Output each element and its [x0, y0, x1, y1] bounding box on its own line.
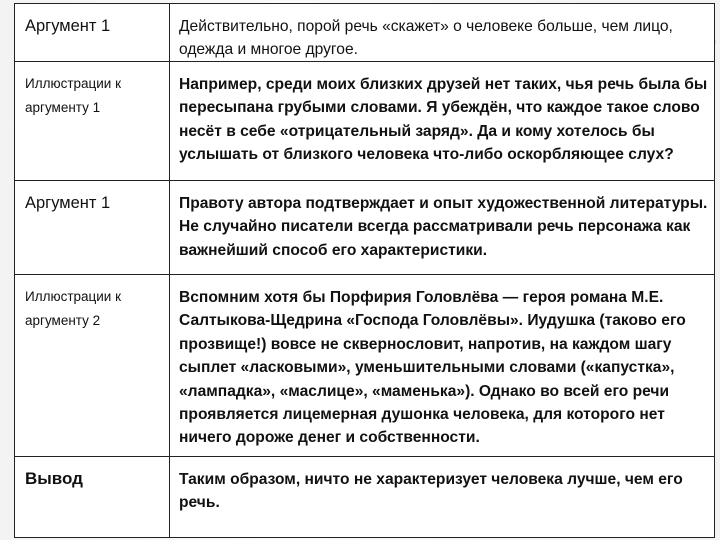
row-label-argument-1: Аргумент 1	[15, 4, 170, 62]
row-text-argument-2: Правоту автора подтверждает и опыт художественной литературы. Не случайно писатели всегда рассматривали речь персонажа как важнейший способ его характеристики.	[170, 181, 715, 275]
row-label-illustration-2: Иллюстрации к аргументу 2	[15, 275, 170, 457]
row-label-illustration-1: Иллюстрации к аргументу 1	[15, 62, 170, 181]
argument-table	[14, 3, 715, 538]
row-text-illustration-2: Вспомним хотя бы Порфирия Головлёва — героя романа М.Е. Салтыкова-Щедрина «Господа Головлёвы». Иудушка (таково его прозвище!) вовсе не сквернословит, напротив, на каждом шагу сыплет «ласковыми», уменьшительными словами («капустка», «лампадка», «маслице», «маменька»). Однако во всей его речи проявляется лицемерная душонка человека, для которого нет ничего дороже денег и собственности.	[170, 275, 715, 457]
table-row	[15, 275, 715, 457]
table-row	[15, 4, 715, 62]
row-label-argument-2: Аргумент 1	[15, 181, 170, 275]
row-label-conclusion: Вывод	[15, 457, 170, 538]
table-row	[15, 457, 715, 538]
row-text-argument-1: Действительно, порой речь «скажет» о человеке больше, чем лицо, одежда и многое другое.	[170, 4, 715, 62]
table-row	[15, 181, 715, 275]
row-text-illustration-1: Например, среди моих близких друзей нет таких, чья речь была бы пересыпана грубыми словами. Я убеждён, что каждое такое слово несёт в себе «отрицательный заряд». Да и кому хотелось бы услышать от близкого человека что-либо оскорбляющее слух?	[170, 62, 715, 181]
table-row	[15, 62, 715, 181]
row-text-conclusion: Таким образом, ничто не характеризует человека лучше, чем его речь.	[170, 457, 715, 538]
